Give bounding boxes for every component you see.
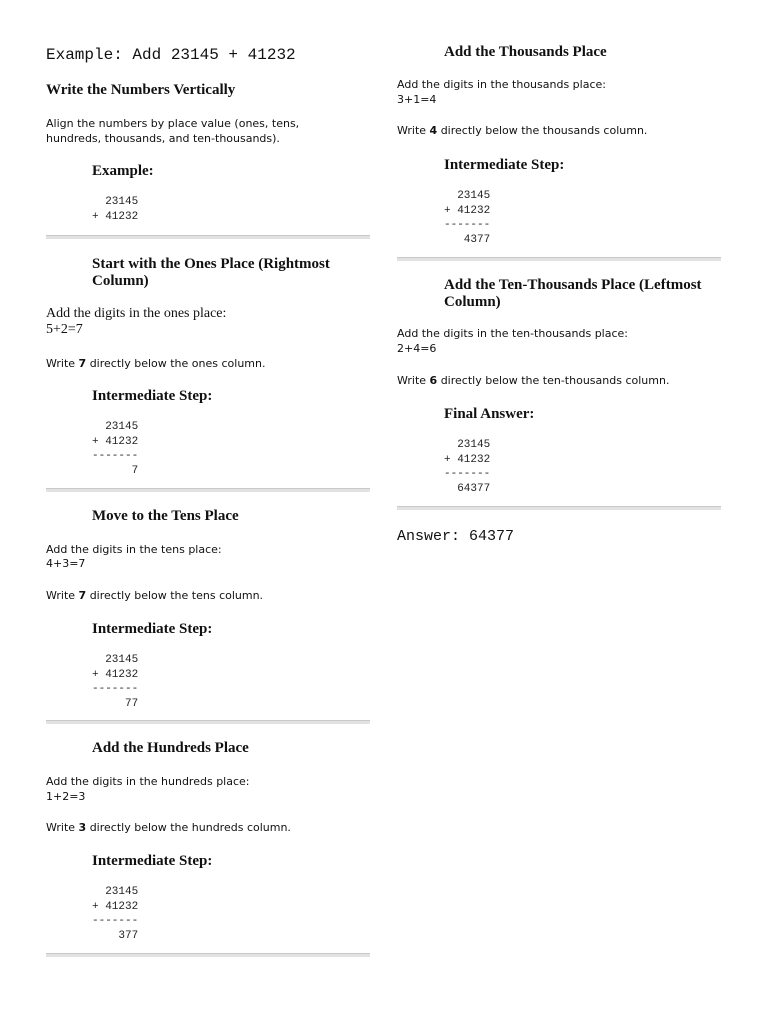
section-divider bbox=[397, 506, 721, 510]
ten-thousands-equation: 2+4=6 bbox=[397, 342, 437, 355]
ones-write-instruction bbox=[46, 356, 265, 371]
page-title: Example: Add 23145 + 41232 bbox=[46, 46, 296, 64]
write-digit: 4 bbox=[429, 124, 438, 137]
example-heading: Example: bbox=[92, 163, 154, 179]
hundreds-text: Add the digits in the hundreds place: bbox=[46, 775, 250, 788]
ones-step-heading: Intermediate Step: bbox=[92, 388, 213, 404]
tens-step-calculation: 23145 + 41232 ------- 77 bbox=[92, 654, 139, 710]
section-heading-write-vertically: Write the Numbers Vertically bbox=[46, 82, 236, 98]
write-suffix: directly below the tens column. bbox=[86, 589, 264, 602]
ones-step-calculation: 23145 + 41232 ------- 7 bbox=[92, 421, 139, 477]
write-prefix: Write bbox=[397, 124, 430, 137]
ones-text: Add the digits in the ones place: bbox=[46, 306, 227, 321]
write-suffix: directly below the hundreds column. bbox=[86, 821, 291, 834]
section-heading-thousands: Add the Thousands Place bbox=[444, 44, 607, 60]
section-divider bbox=[46, 235, 370, 239]
tens-write-instruction bbox=[46, 588, 263, 603]
write-suffix: directly below the ones column. bbox=[86, 357, 266, 370]
tens-text: Add the digits in the tens place: bbox=[46, 543, 222, 556]
write-digit: 6 bbox=[429, 374, 438, 387]
write-digit: 3 bbox=[78, 821, 87, 834]
tens-step-heading: Intermediate Step: bbox=[92, 621, 213, 637]
section-heading-tens: Move to the Tens Place bbox=[92, 508, 239, 524]
ten-thousands-text: Add the digits in the ten-thousands place: bbox=[397, 327, 628, 340]
section-heading-ten-thousands: Add the Ten-Thousands Place (Leftmost Column) bbox=[444, 277, 702, 310]
section-divider bbox=[46, 720, 370, 724]
hundreds-step-calculation: 23145 + 41232 ------- 377 bbox=[92, 886, 139, 942]
hundreds-step-heading: Intermediate Step: bbox=[92, 853, 213, 869]
ones-equation: 5+2=7 bbox=[46, 322, 83, 337]
section-divider bbox=[46, 953, 370, 957]
write-prefix: Write bbox=[46, 357, 79, 370]
write-digit: 7 bbox=[78, 589, 87, 602]
final-answer-heading: Final Answer: bbox=[444, 406, 535, 422]
section-divider bbox=[397, 257, 721, 261]
section-divider bbox=[46, 488, 370, 492]
hundreds-equation: 1+2=3 bbox=[46, 790, 86, 803]
thousands-step-calculation: 23145 + 41232 ------- 4377 bbox=[444, 190, 491, 246]
thousands-step-heading: Intermediate Step: bbox=[444, 157, 565, 173]
thousands-equation: 3+1=4 bbox=[397, 93, 437, 106]
write-digit: 7 bbox=[78, 357, 87, 370]
ten-thousands-write-instruction bbox=[397, 373, 669, 388]
write-prefix: Write bbox=[46, 821, 79, 834]
final-answer-calculation: 23145 + 41232 ------- 64377 bbox=[444, 439, 491, 495]
write-prefix: Write bbox=[397, 374, 430, 387]
write-suffix: directly below the ten-thousands column. bbox=[437, 374, 670, 387]
thousands-write-instruction bbox=[397, 123, 647, 138]
tens-equation: 4+3=7 bbox=[46, 557, 86, 570]
section-heading-ones: Start with the Ones Place (Rightmost Column) bbox=[92, 256, 330, 289]
section-text-align: Align the numbers by place value (ones, tens, hundreds, thousands, and ten-thousands). bbox=[46, 117, 300, 145]
section-heading-hundreds: Add the Hundreds Place bbox=[92, 740, 249, 756]
hundreds-write-instruction bbox=[46, 820, 291, 835]
answer-text: Answer: 64377 bbox=[397, 528, 515, 545]
example-calculation: 23145 + 41232 bbox=[92, 196, 139, 223]
thousands-text: Add the digits in the thousands place: bbox=[397, 78, 606, 91]
write-suffix: directly below the thousands column. bbox=[437, 124, 648, 137]
write-prefix: Write bbox=[46, 589, 79, 602]
